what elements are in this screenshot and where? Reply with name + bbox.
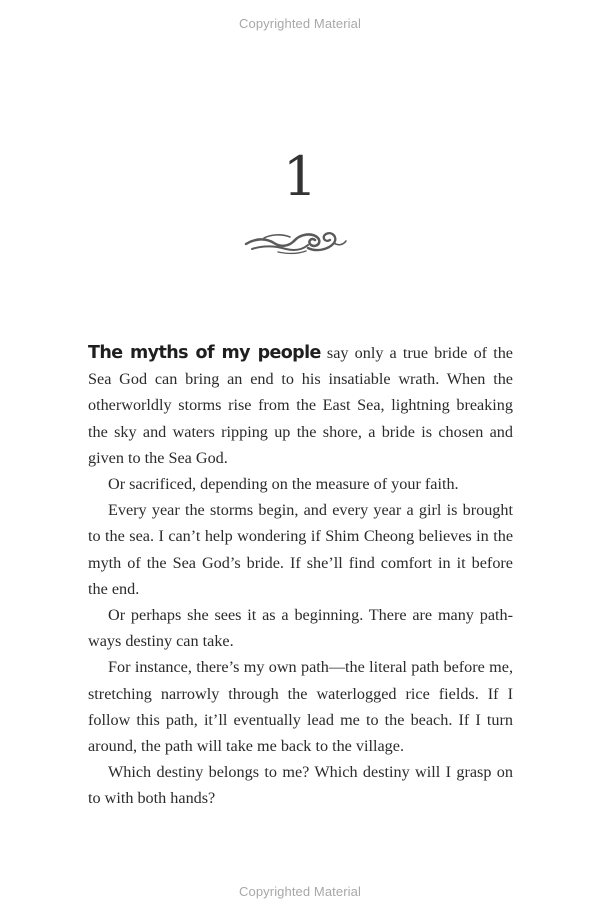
paragraph-1-text: say only a true bride of the Sea God can bring an end to his insatiable wrath. When the otherworldly storms rise from the East Sea, lightning breaking the sky and waters ripping up the shore, a bride is chosen and given to the Sea God. [88, 344, 513, 467]
wave-ornament-icon [242, 226, 350, 256]
paragraph-2: Or sacrificed, depending on the measure of your faith. [108, 475, 459, 494]
copyright-watermark-top: Copyrighted Material [239, 16, 361, 31]
paragraph-6: Which destiny belongs to me? Which destiny will I grasp on to with both hands? [88, 763, 513, 808]
chapter-number: 1 [282, 145, 318, 208]
paragraph-1 [88, 340, 513, 471]
chapter-body [88, 340, 513, 812]
paragraph-4: Or perhaps she sees it as a beginning. There are many pathways destiny can take. [88, 606, 513, 651]
paragraph-3: Every year the storms begin, and every year a girl is brought to the sea. I can’t help wondering if Shim Cheong believes in the myth of the Sea God’s bride. If she’ll find comfort in it before the end. [88, 501, 513, 598]
copyright-watermark-bottom: Copyrighted Material [239, 884, 361, 899]
lead-in-text: The myths of my people [88, 343, 321, 363]
paragraph-5: For instance, there’s my own path—the literal path before me, stretching narrowly through the waterlogged rice fields. If I follow this path, it’ll eventually lead me to the beach. If I turn around, the path will take me back to the village. [88, 658, 513, 756]
